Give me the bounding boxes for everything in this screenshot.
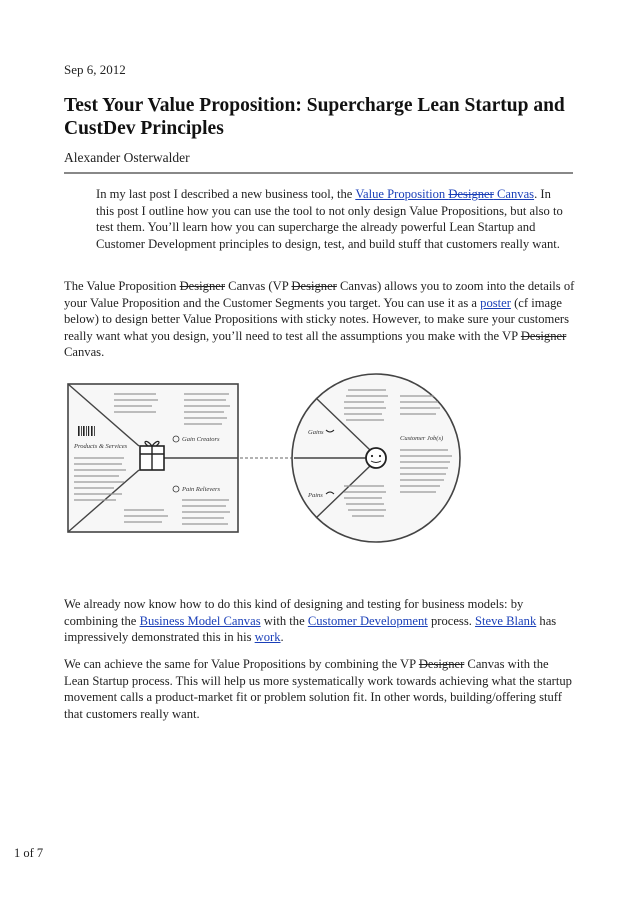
business-model-canvas-link[interactable]: Business Model Canvas bbox=[139, 613, 261, 628]
link-text-designer-struck: Designer bbox=[448, 187, 494, 201]
customer-development-link[interactable]: Customer Development bbox=[307, 613, 428, 628]
p1-text-1: The Value Proposition bbox=[64, 279, 180, 293]
p1-text-2: Canvas (VP bbox=[225, 279, 292, 293]
steve-blank-link[interactable]: Steve Blank bbox=[475, 613, 537, 628]
p3-text-2: Canvas with the Lean Startup process. This will help us more systematically work towards achieving what the startup movement calls a product-market fit or problem solution fit. In other words, building/offering stuff that customers really want. bbox=[64, 657, 572, 721]
customer-face-icon bbox=[366, 448, 386, 468]
gift-icon bbox=[140, 441, 164, 470]
article-author: Alexander Osterwalder bbox=[64, 150, 190, 165]
p1-struck-1: Designer bbox=[179, 279, 226, 293]
p2-text-2: with the bbox=[260, 613, 308, 628]
intro-text-2: . In this post I outline how you can use the tool to not only design Value Propositions, but also to test them. You’ll learn how you can supercharge the already powerful Lean Startup and Customer Development principles to design, test, and build stuff that customers really want. bbox=[96, 187, 563, 251]
p3-struck-1: Designer bbox=[418, 657, 465, 671]
figure-label-gains: Gains bbox=[308, 429, 324, 436]
figure-label-customer-jobs: Customer Job(s) bbox=[400, 435, 444, 442]
figure-label-gain-creators: Gain Creators bbox=[182, 436, 220, 443]
post-date: Sep 6, 2012 bbox=[64, 62, 126, 77]
intro-paragraph bbox=[96, 186, 566, 252]
page-number: 1 of 7 bbox=[14, 846, 44, 860]
poster-link[interactable]: poster bbox=[480, 295, 511, 310]
link-text-canvas: Canvas bbox=[497, 187, 535, 201]
value-proposition-canvas-image bbox=[64, 360, 574, 565]
paragraph-vp-canvas bbox=[64, 278, 576, 361]
p2-text-3: process. bbox=[427, 613, 476, 628]
p3-text-1: We can achieve the same for Value Propositions by combining the VP bbox=[64, 657, 419, 671]
p1-text-3: Canvas) allows you to zoom into the details of your Value Proposition and the Customer Segments you target. You can use it as a bbox=[64, 279, 575, 310]
article-title: Test Your Value Proposition: Supercharge Lean Startup and CustDev Principles bbox=[64, 95, 565, 139]
p2-text-4: has impressively demonstrated this in his bbox=[64, 613, 557, 645]
title-divider bbox=[64, 172, 573, 174]
figure-label-products: Products & Services bbox=[74, 443, 128, 450]
paragraph-lean-startup bbox=[64, 656, 576, 722]
paragraph-business-models bbox=[64, 596, 576, 646]
intro-text-1: In my last post I described a new business tool, the bbox=[96, 187, 356, 201]
p2-text-5: . bbox=[280, 630, 284, 645]
p1-text-4: (cf image below) to design better Value Propositions with sticky notes. However, to make sure your customers really want what you design, you’ll need to test all the assumptions you make with the VP bbox=[64, 295, 570, 343]
link-text-vp: Value Proposition bbox=[355, 187, 449, 201]
p2-text-1: We already now know how to do this kind of designing and testing for business models: by combining the bbox=[64, 597, 524, 628]
p1-struck-3: Designer bbox=[520, 328, 567, 343]
figure-label-pain-relievers: Pain Relievers bbox=[182, 486, 221, 493]
figure-label-pains: Pains bbox=[308, 492, 323, 499]
p1-text-5: Canvas. bbox=[64, 345, 105, 360]
p1-struck-2: Designer bbox=[291, 279, 337, 293]
work-link[interactable]: work bbox=[254, 630, 281, 645]
value-proposition-designer-canvas-link[interactable] bbox=[355, 187, 534, 201]
